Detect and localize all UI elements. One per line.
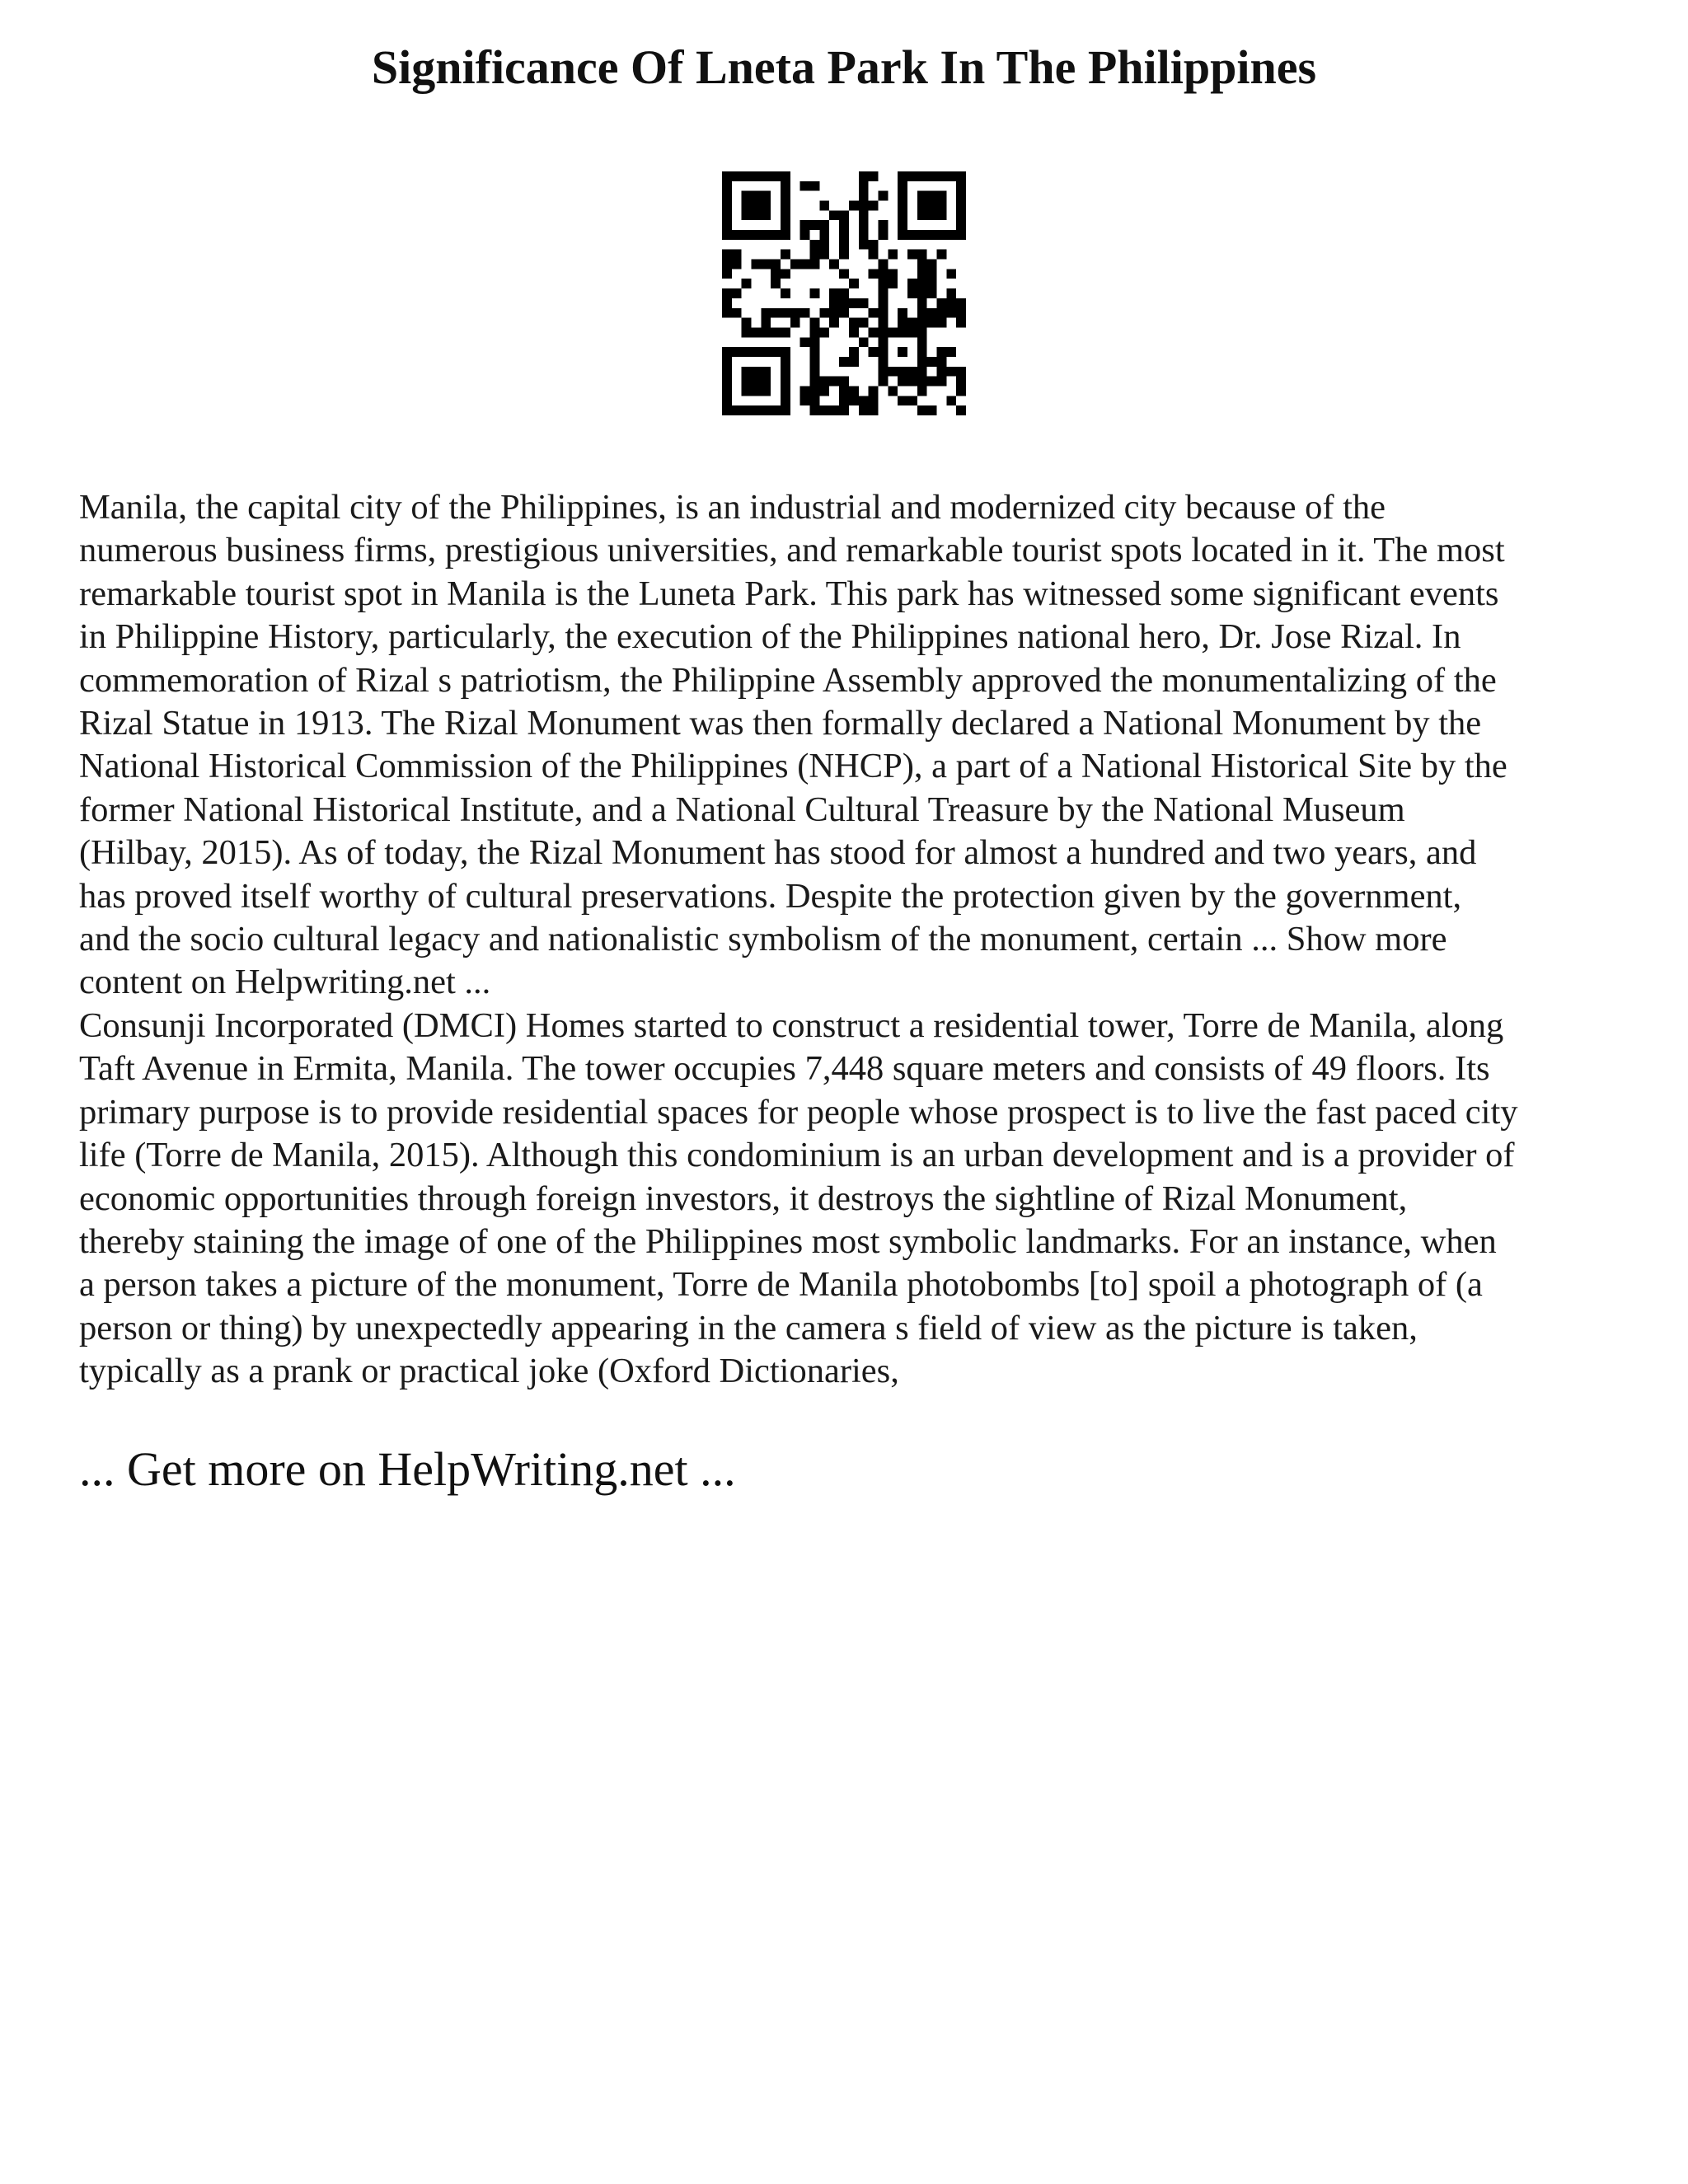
qr-code-graphic: [722, 171, 966, 415]
document-title: Significance Of Lneta Park In The Philippines: [371, 40, 1317, 94]
paragraph-1-line: has proved itself worthy of cultural preservations. Despite the protection given by the government,: [79, 876, 1462, 916]
paragraph-2-line: Consunji Incorporated (DMCI) Homes started to construct a residential tower, Torre de Manila, along: [79, 1005, 1504, 1045]
paragraph-2-line: life (Torre de Manila, 2015). Although this condominium is an urban development and is a provider of: [79, 1136, 1515, 1175]
paragraph-1-line: Manila, the capital city of the Philippines, is an industrial and modernized city because of the: [79, 488, 1386, 527]
paragraph-2-line: a person takes a picture of the monument, Torre de Manila photobombs [to] spoil a photograph of (a: [79, 1265, 1483, 1305]
paragraph-2-line: primary purpose is to provide residential spaces for people whose prospect is to live the fast paced city: [79, 1092, 1518, 1132]
paragraph-1-line: (Hilbay, 2015). As of today, the Rizal Monument has stood for almost a hundred and two years, and: [79, 833, 1477, 873]
paragraph-1-line: National Historical Commission of the Philippines (NHCP), a part of a National Historical Site by the: [79, 747, 1507, 786]
paragraph-2-line: typically as a prank or practical joke (Oxford Dictionaries,: [79, 1352, 899, 1391]
paragraph-1-line: former National Historical Institute, and a National Cultural Treasure by the National Museum: [79, 790, 1405, 829]
qr-code-icon: [722, 171, 966, 415]
paragraph-1-line: numerous business firms, prestigious universities, and remarkable tourist spots located in it. The most: [79, 531, 1505, 570]
paragraph-1-line: content on Helpwriting.net ...: [79, 963, 491, 1002]
article-body: [79, 486, 1629, 1394]
paragraph-1-line: Rizal Statue in 1913. The Rizal Monument was then formally declared a National Monument by the: [79, 704, 1482, 743]
get-more-link[interactable]: ... Get more on HelpWriting.net ...: [79, 1442, 736, 1496]
paragraph-2-line: thereby staining the image of one of the Philippines most symbolic landmarks. For an instance, when: [79, 1221, 1497, 1261]
paragraph-2-line: Taft Avenue in Ermita, Manila. The tower occupies 7,448 square meters and consists of 49 floors. Its: [79, 1049, 1490, 1089]
paragraph-2-line: person or thing) by unexpectedly appearing in the camera s field of view as the picture is taken,: [79, 1308, 1418, 1347]
paragraph-1-line: in Philippine History, particularly, the execution of the Philippines national hero, Dr. Jose Rizal. In: [79, 617, 1461, 657]
paragraph-2: [79, 1005, 1629, 1394]
paragraph-1: [79, 486, 1629, 1005]
paragraph-1-line: and the socio cultural legacy and nationalistic symbolism of the monument, certain ... Show more: [79, 920, 1447, 959]
paragraph-1-line: remarkable tourist spot in Manila is the Luneta Park. This park has witnessed some significant events: [79, 574, 1499, 613]
paragraph-2-line: economic opportunities through foreign investors, it destroys the sightline of Rizal Monument,: [79, 1179, 1408, 1218]
paragraph-1-line: commemoration of Rizal s patriotism, the Philippine Assembly approved the monumentalizing of the: [79, 660, 1497, 700]
